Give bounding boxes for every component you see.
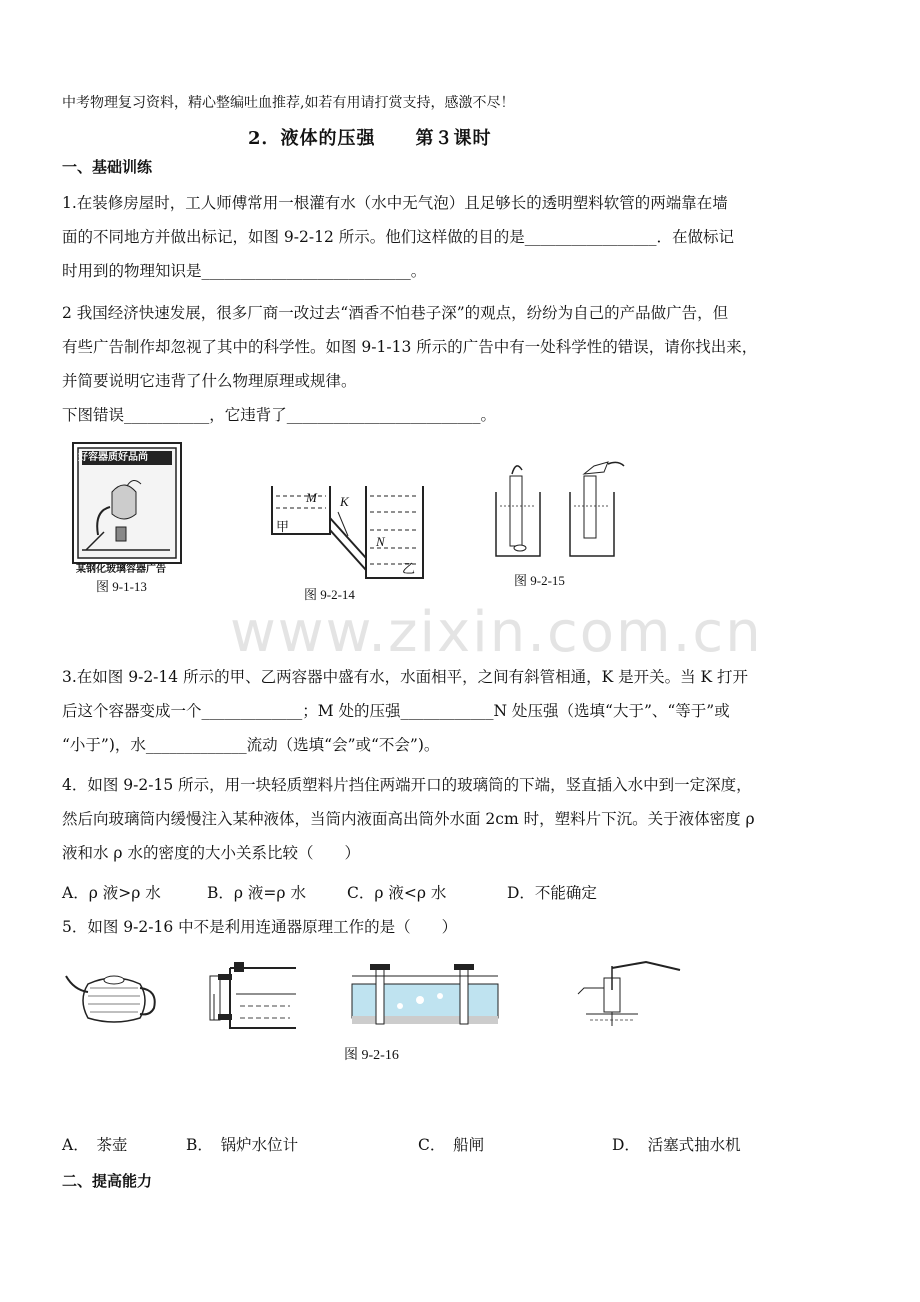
label-K: K [340,494,349,509]
figure-glass-tubes [490,456,630,564]
q5-option-c: C． 船闸 [418,1136,485,1154]
q2-line: 有些广告制作却忽视了其中的科学性。如图 9-1-13 所示的广告中有一处科学性的错误，请你找出来， [62,338,758,356]
page-title [248,124,492,150]
title-lesson: 2．液体的压强 [248,128,376,149]
ad-header-text: 好容器质好品尚 [78,452,148,463]
section-basic-heading: 一、基础训练 [62,158,153,176]
boiler-gauge-illustration [200,960,300,1030]
q3-line: “小于”)，水_____________流动（选填“会”或“不会”)。 [62,736,440,754]
ad-caption-text: 某钢化玻璃容器广告 [76,564,166,575]
q5-options [62,1128,862,1162]
q1-line: 1.在装修房屋时，工人师傅常用一根灌有水（水中无气泡）且足够长的透明塑料软管的两端靠在墙 [62,194,728,212]
q3-line: 3.在如图 9-2-14 所示的甲、乙两容器中盛有水，水面相平，之间有斜管相通，K 是开关。当 K 打开 [62,668,749,686]
q4-option-b: B．ρ 液=ρ 水 [207,884,306,902]
q4-option-d: D．不能确定 [507,884,597,902]
q5-option-a: A． 茶壶 [62,1136,128,1154]
q1-line: 面的不同地方并做出标记，如图 9-2-12 所示。他们这样做的目的是_________________．在做标记 [62,228,735,246]
q2-line: 并简要说明它违背了什么物理原理或规律。 [62,372,357,390]
question-5: 5．如图 9-2-16 中不是利用连通器原理工作的是（ ） [62,918,458,936]
header-banner: 中考物理复习资料，精心整编吐血推荐,如若有用请打赏支持，感激不尽！ [62,95,515,111]
question-1 [62,186,862,288]
label-M: M [306,490,317,505]
piston-pump-illustration [566,960,686,1028]
label-N: N [376,534,385,549]
title-period: 第３课时 [415,128,492,149]
q4-options [62,876,862,910]
figure-caption-9-2-16: 图 9-2-16 [344,1048,399,1063]
question-3 [62,660,862,762]
q4-line: 液和水 ρ 水的密度的大小关系比较（ ） [62,844,360,862]
label-yi: 乙 [402,561,416,576]
question-2 [62,296,862,432]
section-advanced-heading: 二、提高能力 [62,1172,153,1190]
q5-option-b: B． 锅炉水位计 [186,1136,299,1154]
q3-line: 后这个容器变成一个_____________；M 处的压强____________N 处压强（选填“大于”、“等于”或 [62,702,730,720]
figure-caption-9-2-14: 图 9-2-14 [304,587,355,602]
q2-line: 下图错误___________，它违背了_________________________。 [62,406,497,424]
q5-option-d: D． 活塞式抽水机 [612,1136,741,1154]
q4-option-c: C．ρ 液<ρ 水 [347,884,447,902]
q4-line: 4．如图 9-2-15 所示，用一块轻质塑料片挡住两端开口的玻璃筒的下端，竖直插入水中到一定深度， [62,776,752,794]
label-jia: 甲 [276,519,290,534]
figure-caption-9-1-13: 图 9-1-13 [96,579,147,594]
q1-line: 时用到的物理知识是___________________________。 [62,262,427,280]
question-4 [62,768,862,870]
q2-line: 2 我国经济快速发展，很多厂商一改过去“酒香不怕巷子深”的观点，纷纷为自己的产品做广告，但 [62,304,729,322]
q4-option-a: A．ρ 液>ρ 水 [62,884,161,902]
teapot-illustration [60,966,170,1026]
q4-line: 然后向玻璃筒内缓慢注入某种液体，当筒内液面高出筒外水面 2cm 时，塑料片下沉。关于液体密度 ρ [62,810,755,828]
figure-caption-9-2-15: 图 9-2-15 [514,573,565,588]
watermark: www.zixin.com.cn [230,600,763,665]
ship-lock-illustration [350,960,500,1026]
